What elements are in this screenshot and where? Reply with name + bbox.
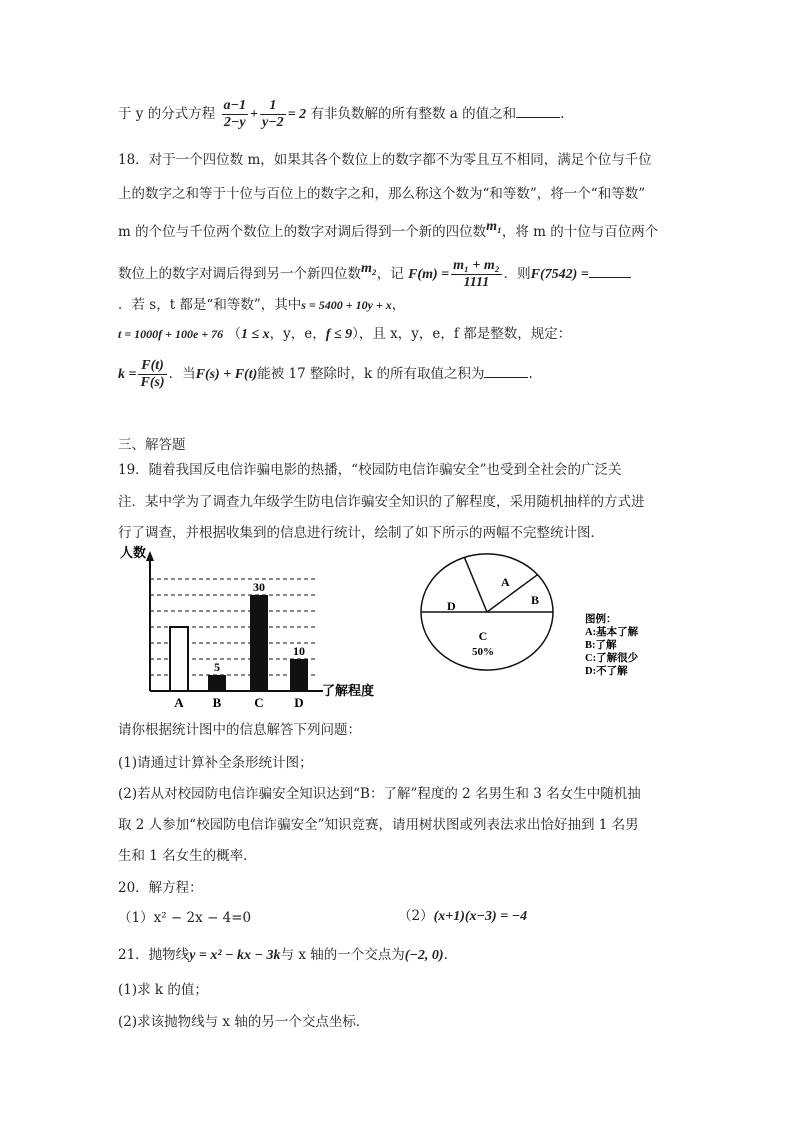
q18-line3: m 的个位与千位两个数位上的数字对调后得到一个新的四位数m₁，将 m 的十位与百位两个 [118, 219, 659, 240]
k-fraction: $\frac{F(t)}{F(s)}$ [140, 358, 165, 390]
q17-prefix: 于 y 的分式方程 [118, 106, 216, 122]
bar-C [250, 595, 268, 691]
category-label-D: D [294, 695, 304, 710]
F-definition-fraction: $\frac{\text{m₁ + m₂}}{1111}$ [453, 258, 500, 290]
x-axis-label: 了解程度 [322, 683, 375, 698]
q18-line7: k = $\frac{F(t)}{F(s)}$ ．当F(s) + F(t)能被 17 整除时，k 的所有取值之积为 . [118, 358, 533, 390]
q20-part1: （1）x² − 2x − 4=0 [118, 910, 252, 926]
y-axis-arrow [146, 551, 154, 561]
category-label-A: A [174, 695, 184, 710]
category-label-B: B [212, 695, 222, 710]
q17-line: 于 y 的分式方程 $\frac{a-1}{2-y}$ + $\frac{1}{y-2}$ = 2 有非负数解的所有整数 a 的值之和 . [118, 98, 565, 130]
q17-fraction-2: $\frac{1}{y-2}$ [261, 98, 284, 130]
bar-label-B: 5 [214, 660, 220, 674]
bar-A-incomplete [170, 627, 188, 691]
answer-blank [589, 265, 631, 278]
q20-title: 20．解方程： [118, 880, 203, 896]
answer-blank [484, 365, 528, 378]
legend-item: B:了解 [585, 640, 617, 651]
section-heading: 三、解答题 [118, 437, 186, 453]
q19-part2-line1: (2)若从对校园防电信诈骗安全知识达到“B：了解”程度的 2 名男生和 3 名女生中随机抽 [118, 786, 641, 802]
q18-line6: t = 1000f + 100e + 76 （1 ≤ x，y，e，f ≤ 9），且 x，y，e，f 都是整数，规定： [118, 326, 572, 342]
legend-item: C:了解很少 [585, 653, 639, 664]
q18-line4: 数位上的数字对调后得到另一个新四位数m₂，记 F(m) = $\frac{\text{m₁ + m₂}}{1111}$ ．则F(7542) = [118, 258, 631, 291]
q18-line2: 上的数字之和等于十位与百位上的数字之和，那么称这个数为“和等数”，将一个“和等数” [118, 186, 646, 202]
q21-line1: 21．抛物线y = x² − kx − 3k与 x 轴的一个交点为(−2, 0). [118, 947, 448, 963]
bar-label-C: 30 [253, 580, 265, 594]
q19-part1: (1)请通过计算补全条形统计图； [118, 755, 313, 771]
pie-label-B: B [531, 593, 540, 607]
q19-part2-line3: 生和 1 名女生的概率． [118, 848, 257, 864]
q19-line3: 行了调查，并根据收集到的信息进行统计，绘制了如下所示的两幅不完整统计图． [118, 525, 604, 541]
q21-part1: (1)求 k 的值； [118, 982, 208, 998]
q17-suffix: 有非负数解的所有整数 a 的值之和 [310, 106, 517, 122]
q17-fraction-1: $\frac{a-1}{2-y}$ [223, 98, 246, 130]
q18-line1: 18．对于一个四位数 m，如果其各个数位上的数字都不为零且互不相同，满足个位与千位 [118, 152, 652, 168]
pie-label-C-percent: 50% [472, 646, 494, 658]
pie-label-D: D [447, 599, 456, 613]
pie-label-C: C [478, 629, 488, 643]
bar-label-D: 10 [293, 644, 305, 658]
bar-chart [118, 545, 388, 710]
q19-line1: 19．随着我国反电信诈骗电影的热播，“校园防电信诈骗安全”也受到全社会的广泛关 [118, 462, 622, 478]
bar-B [208, 675, 226, 691]
y-axis-label: 人数 [120, 545, 147, 560]
q20-part2: （2）(x+1)(x−3) = −4 [398, 908, 528, 924]
legend-title: 图例： [585, 614, 617, 625]
pie-chart [415, 552, 685, 692]
category-label-C: C [254, 695, 264, 710]
legend-item: A:基本了解 [585, 627, 639, 638]
q19-line2: 注．某中学为了调查九年级学生防电信诈骗安全知识的了解程度，采用随机抽样的方式进 [118, 494, 645, 510]
legend-item: D:不了解 [585, 666, 628, 677]
q18-line5: ．若 s，t 都是“和等数”，其中s = 5400 + 10y + x， [118, 297, 406, 313]
q21-part2: (2)求该抛物线与 x 轴的另一个交点坐标． [118, 1014, 370, 1030]
q19-part2-line2: 取 2 人参加“校园防电信诈骗安全”知识竞赛，请用树状图或列表法求出恰好抽到 1 名男 [118, 817, 639, 833]
bar-D [290, 659, 308, 691]
pie-label-A: A [501, 575, 510, 589]
answer-blank [516, 105, 560, 118]
q19-prompt: 请你根据统计图中的信息解答下列问题： [118, 722, 361, 738]
